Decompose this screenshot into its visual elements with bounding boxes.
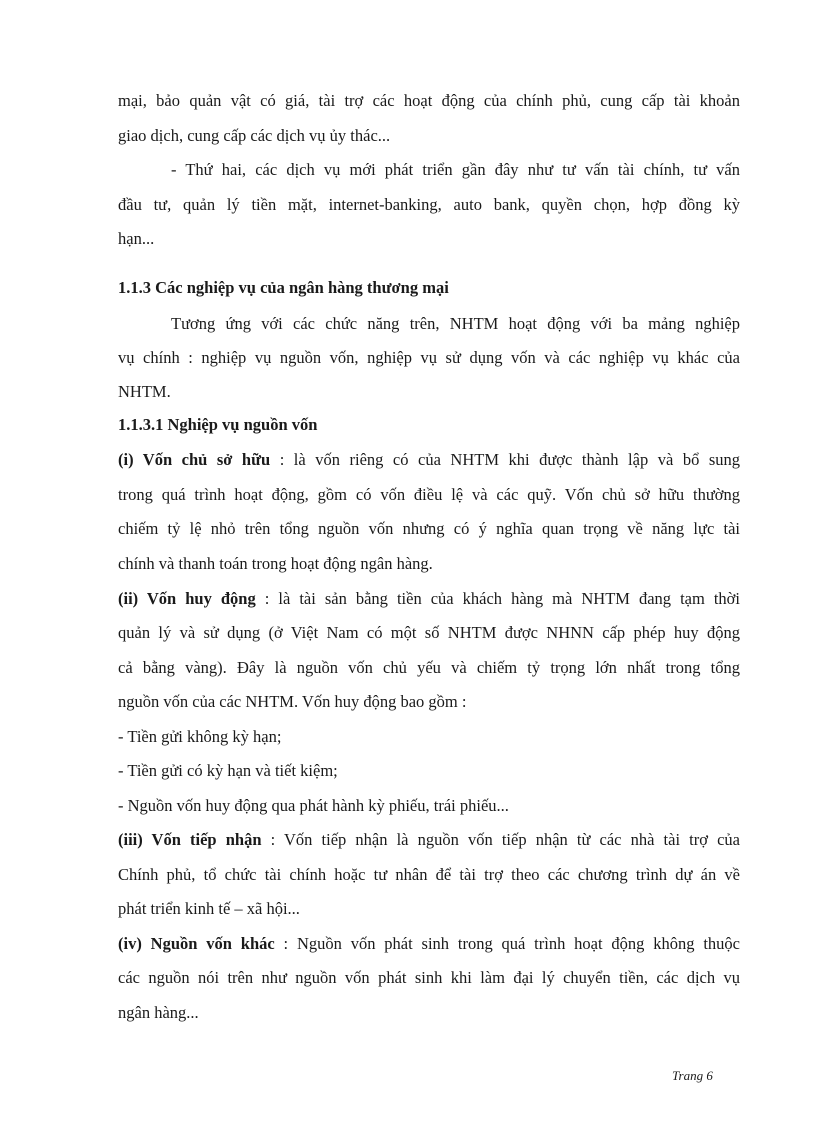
item-ii-first-line [118, 589, 740, 609]
list-item: - Tiền gửi có kỳ hạn và tiết kiệm; [118, 761, 338, 780]
paragraph-line: hạn... [118, 229, 155, 248]
item-label: (ii) Vốn huy động [118, 589, 256, 608]
paragraph-line: trong quá trình hoạt động, gồm có vốn điều lệ và các quỹ. Vốn chủ sở hữu thường [118, 485, 740, 504]
item-label: (iv) Nguồn vốn khác [118, 934, 275, 953]
paragraph-line: NHTM. [118, 382, 171, 401]
item-text: : là tài sản bằng tiền của khách hàng mà NHTM đang tạm thời [255, 589, 740, 608]
paragraph-line: phát triển kinh tế – xã hội... [118, 899, 300, 918]
subsection-heading: 1.1.3.1 Nghiệp vụ nguồn vốn [118, 415, 318, 434]
page-number: Trang 6 [672, 1068, 713, 1083]
item-text: : Vốn tiếp nhận là nguồn vốn tiếp nhận từ các nhà tài trợ của [261, 830, 740, 849]
item-label: (iii) Vốn tiếp nhận [118, 830, 262, 849]
paragraph-line: ngân hàng... [118, 1003, 199, 1022]
paragraph-line: - Thứ hai, các dịch vụ mới phát triển gần đây như tư vấn tài chính, tư vấn [171, 160, 740, 179]
paragraph-line: cả bằng vàng). Đây là nguồn vốn chủ yếu và chiếm tỷ trọng lớn nhất trong tổng [118, 658, 740, 677]
item-text: : là vốn riêng có của NHTM khi được thành lập và bổ sung [270, 450, 741, 469]
section-heading: 1.1.3 Các nghiệp vụ của ngân hàng thương mại [118, 278, 449, 297]
paragraph-line: giao dịch, cung cấp các dịch vụ ủy thác... [118, 126, 391, 145]
item-i-first-line [118, 450, 740, 470]
paragraph-line: Tương ứng với các chức năng trên, NHTM hoạt động với ba mảng nghiệp [171, 314, 740, 333]
paragraph-line: quản lý và sử dụng (ở Việt Nam có một số NHTM được NHNN cấp phép huy động [118, 623, 740, 642]
paragraph-line: nguồn vốn của các NHTM. Vốn huy động bao gồm : [118, 692, 467, 711]
item-iv-first-line [118, 934, 740, 954]
item-text: : Nguồn vốn phát sinh trong quá trình hoạt động không thuộc [274, 934, 740, 953]
paragraph-line: các nguồn nói trên như nguồn vốn phát sinh khi làm đại lý chuyển tiền, các dịch vụ [118, 968, 740, 987]
paragraph-line: đầu tư, quản lý tiền mặt, internet-banking, auto bank, quyền chọn, hợp đồng kỳ [118, 195, 740, 214]
paragraph-line: chính và thanh toán trong hoạt động ngân hàng. [118, 554, 433, 573]
list-item: - Nguồn vốn huy động qua phát hành kỳ phiếu, trái phiếu... [118, 796, 509, 815]
paragraph-line: chiếm tỷ lệ nhỏ trên tổng nguồn vốn nhưng có ý nghĩa quan trọng về năng lực tài [118, 519, 740, 538]
list-item: - Tiền gửi không kỳ hạn; [118, 727, 282, 746]
item-iii-first-line [118, 830, 740, 850]
item-label: (i) Vốn chủ sở hữu [118, 450, 271, 469]
paragraph-line: vụ chính : nghiệp vụ nguồn vốn, nghiệp vụ sử dụng vốn và các nghiệp vụ khác của [118, 348, 740, 367]
paragraph-line: Chính phủ, tổ chức tài chính hoặc tư nhân để tài trợ theo các chương trình dự án về [118, 865, 740, 884]
paragraph-line: mại, bảo quản vật có giá, tài trợ các hoạt động của chính phủ, cung cấp tài khoản [118, 91, 740, 110]
